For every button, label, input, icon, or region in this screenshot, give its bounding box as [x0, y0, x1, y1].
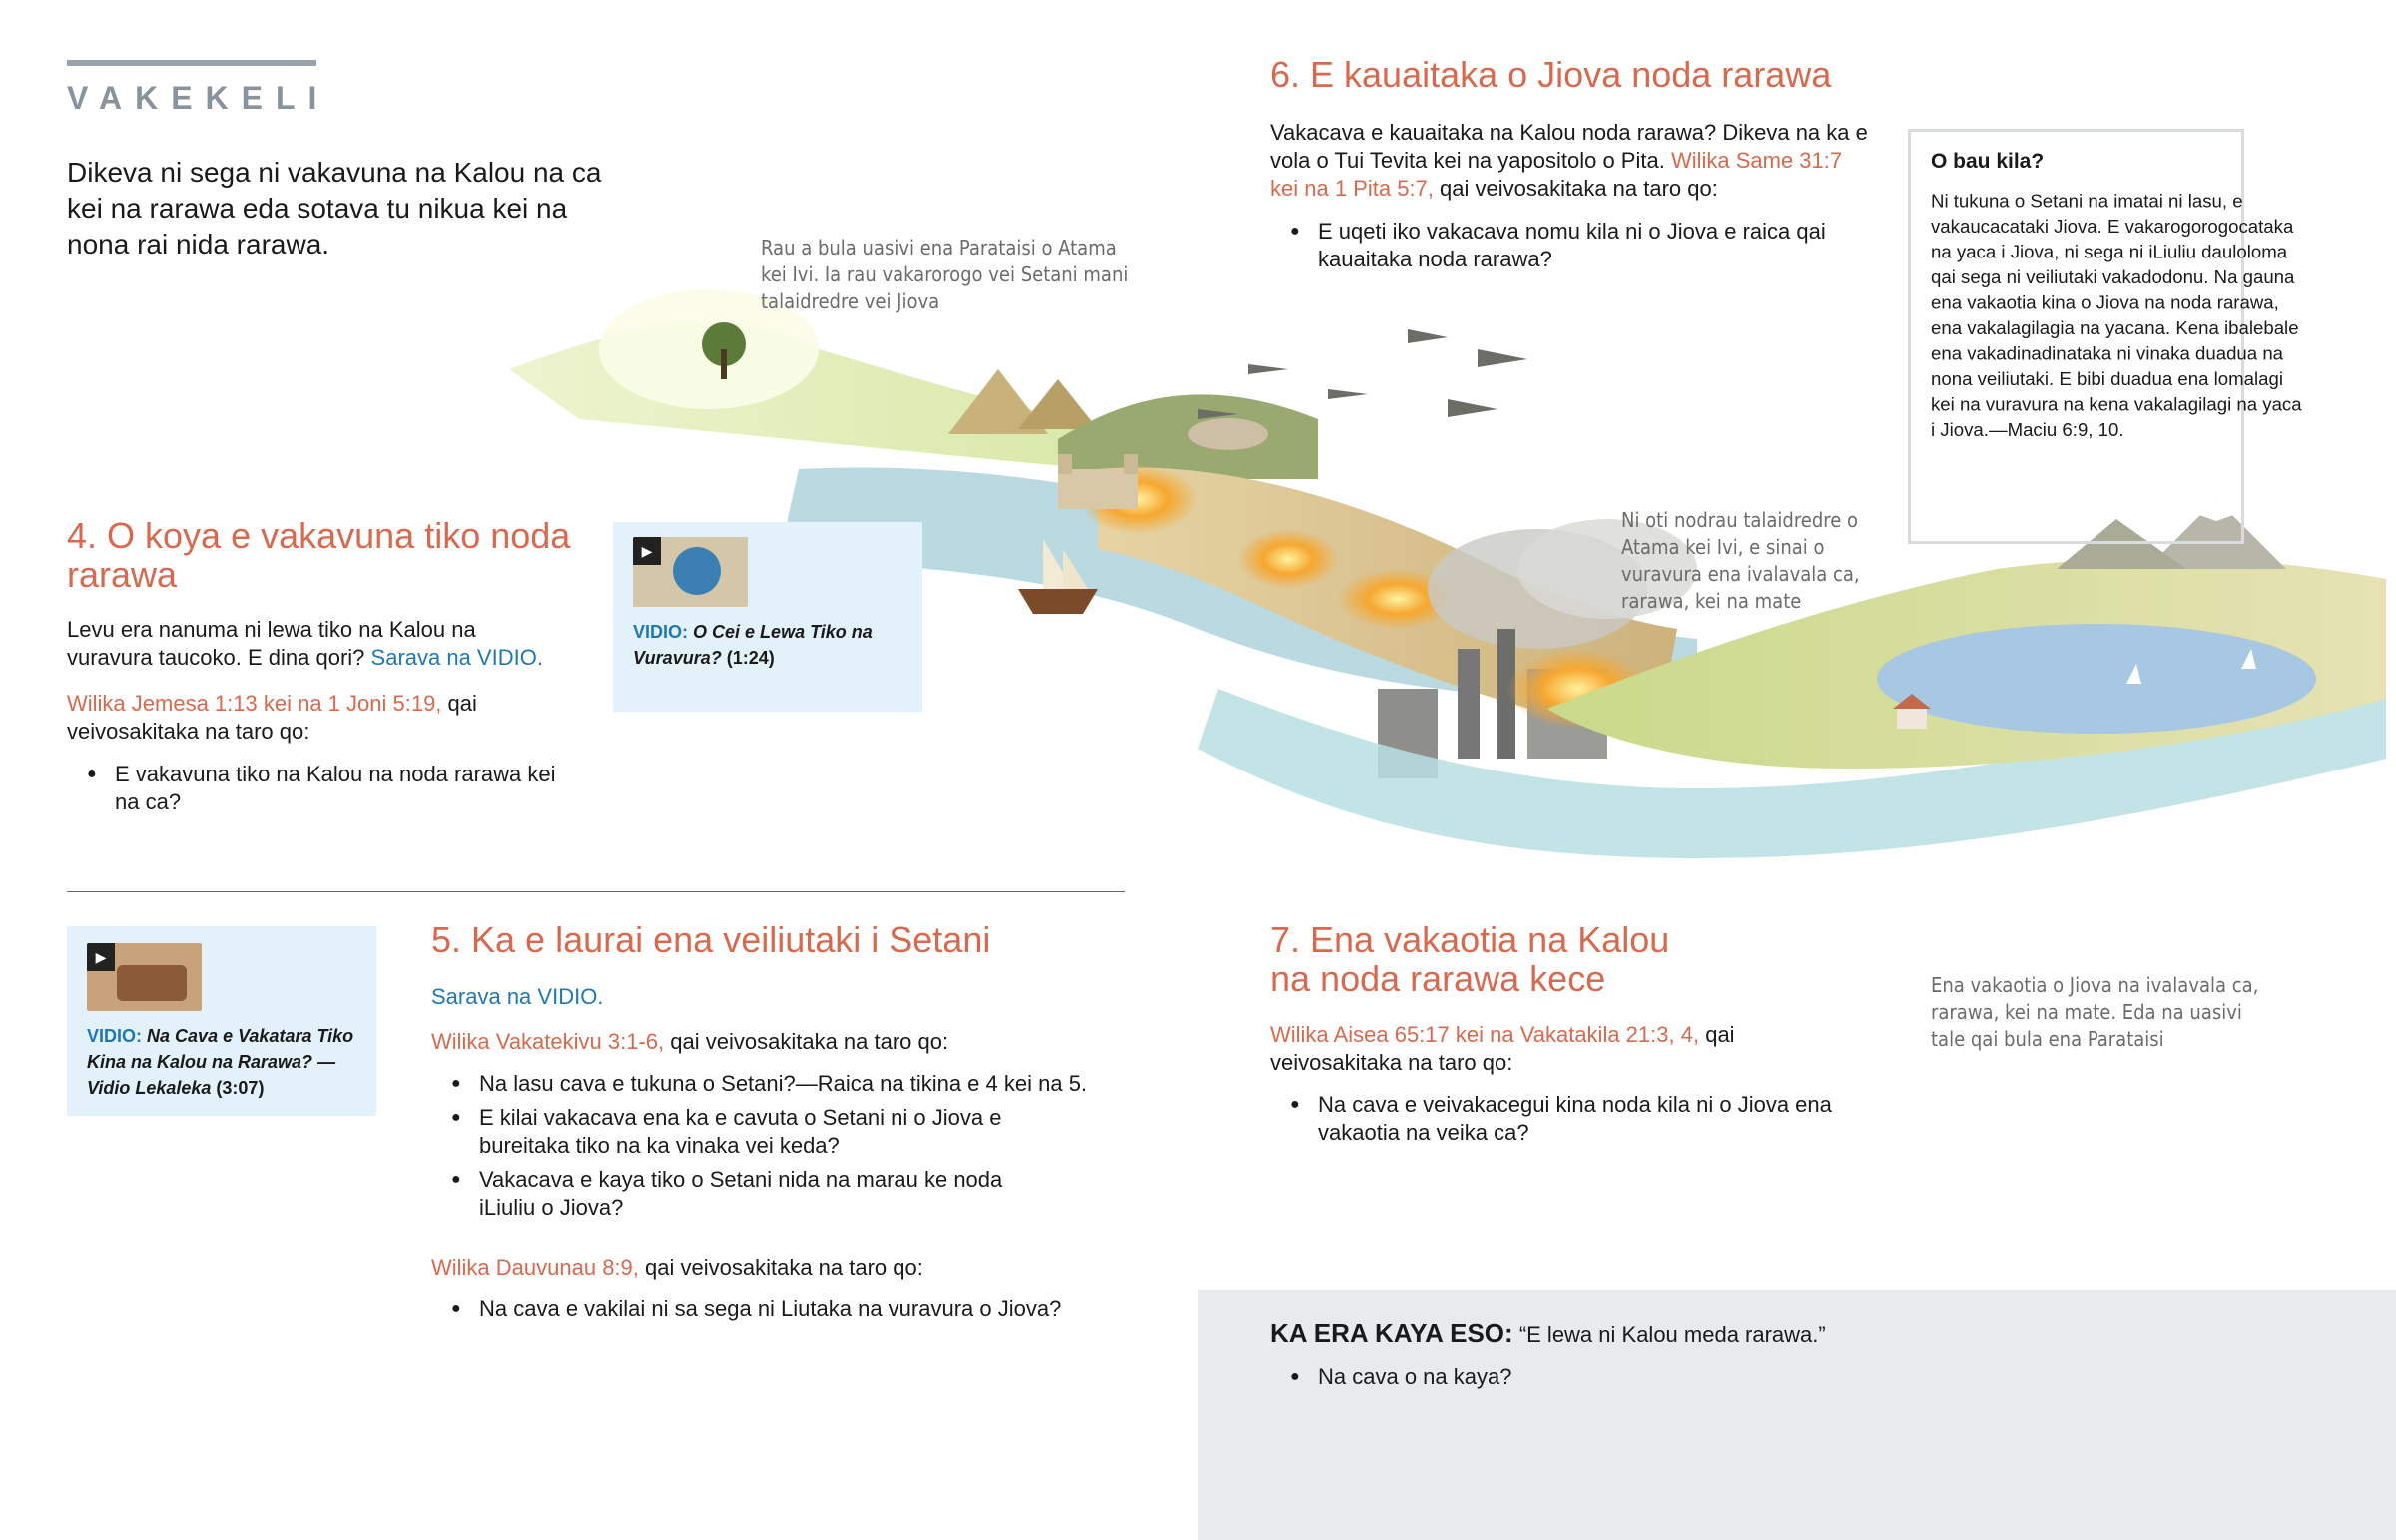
section5-scripture-link-1[interactable]: Wilika Vakatekivu 3:1-6,	[431, 1029, 665, 1054]
question-item: ● Na cava o na kaya?	[1270, 1363, 2268, 1391]
video-thumbnail[interactable]	[87, 943, 202, 1011]
video-suffix: —Vidio Lekaleka	[87, 1052, 336, 1098]
section4-video-label	[633, 619, 902, 671]
video-duration: (1:24)	[726, 648, 775, 668]
section4-video-card[interactable]	[613, 522, 922, 712]
section6-title: 6. E kauaitaka o Jiova noda rarawa	[1270, 54, 1832, 95]
question-item: ● Na cava e vakilai ni sa sega ni Liutaka na vuravura o Jiova?	[431, 1295, 1120, 1323]
caption-restored: Ena vakaotia o Jiova na ivalavala ca, rarawa, kei na mate. Eda na uasivi tale qai bula ena Parataisi	[1931, 973, 2259, 1051]
section6-body-text: Vakacava e kauaitaka na Kalou noda rarawa? Dikeva na ka e vola o Tui Tevita kei na yapositolo o Pita.	[1270, 120, 1868, 173]
header-rule	[67, 60, 316, 66]
section5-scripture-link-2[interactable]: Wilika Dauvunau 8:9,	[431, 1255, 639, 1280]
section5-read2-rest: qai veivosakitaka na taro qo:	[645, 1255, 923, 1280]
section7-questions	[1270, 1091, 1869, 1147]
section7-scripture-link[interactable]: Wilika Aisea 65:17 kei na Vakatakila 21:3, 4,	[1270, 1022, 1700, 1047]
section7-title-line2: na noda rarawa kece	[1270, 958, 1606, 999]
summary-panel	[1198, 1290, 2396, 1540]
video-prefix: VIDIO:	[87, 1026, 143, 1046]
section5-questions-2	[431, 1295, 1120, 1323]
section6-questions	[1270, 218, 1869, 273]
video-thumbnail[interactable]	[633, 537, 748, 607]
section6-scripture-link[interactable]: Wilika Same 31:7 kei na 1 Pita 5:7,	[1270, 148, 1843, 201]
section4-title: 4. O koya e vakavuna tiko noda rarawa	[67, 515, 571, 595]
section5-read2	[431, 1254, 1130, 1282]
summary-questions	[1270, 1363, 2268, 1391]
section7-read-rest: qai veivosakitaka na taro qo:	[1270, 1022, 1735, 1075]
play-icon[interactable]: ▶	[87, 943, 115, 971]
did-you-know-title: O bau kila?	[1931, 150, 2045, 173]
section4-questions	[67, 761, 566, 816]
caption-paradise: Rau a bula uasivi ena Parataisi o Atama kei Ivi. Ia rau vakarorogo vei Setani mani talaidredre vei Jiova	[761, 236, 1129, 313]
summary-line	[1270, 1319, 2368, 1349]
section-divider	[67, 891, 1125, 892]
section7-title-line1: 7. Ena vakaotia na Kalou	[1270, 919, 1670, 960]
section5-questions-1	[431, 1070, 1120, 1222]
section5-read1-rest: qai veivosakitaka na taro qo:	[670, 1029, 949, 1054]
question-item: ● Na lasu cava e tukuna o Setani?—Raica na tikina e 4 kei na 5.	[431, 1070, 1120, 1098]
video-title: O Cei e Lewa Tiko na Vuravura?	[633, 622, 873, 668]
video-prefix: VIDIO:	[633, 622, 689, 642]
section6-read-rest: qai veivosakitaka na taro qo:	[1440, 176, 1718, 201]
caption-suffering: Ni oti nodrau talaidredre o Atama kei Ivi, e sinai o vuravura ena ivalavala ca, rarawa, kei na mate	[1621, 508, 1860, 613]
section4-read	[67, 690, 556, 746]
question-item: ● Vakacava e kaya tiko o Setani nida na marau ke noda iLiuliu o Jiova?	[431, 1166, 1038, 1222]
section4-video-link[interactable]: Sarava na VIDIO.	[370, 645, 543, 670]
video-title: Na Cava e Vakatara Tiko Kina na Kalou na Rarawa?	[87, 1026, 354, 1072]
section4-body-text: Levu era nanuma ni lewa tiko na Kalou na vuravura taucoko. E dina qori?	[67, 617, 476, 670]
section5-read1	[431, 1028, 1130, 1056]
section7-title	[1270, 920, 1869, 998]
section6-body	[1270, 119, 1869, 203]
video-duration: (3:07)	[216, 1078, 265, 1098]
question-item: ● E vakavuna tiko na Kalou na noda rarawa kei na ca?	[67, 761, 566, 816]
did-you-know-box	[1908, 129, 2302, 544]
section4-body	[67, 616, 556, 672]
question-item: ● E uqeti iko vakacava nomu kila ni o Jiova e raica qai kauaitaka noda rarawa?	[1270, 218, 1869, 273]
summary-heading: KA ERA KAYA ESO:	[1270, 1318, 1513, 1348]
section4-scripture-link[interactable]: Wilika Jemesa 1:13 kei na 1 Joni 5:19,	[67, 691, 442, 716]
section-label: VAKEKELI	[67, 80, 330, 116]
section4-read-rest: qai veivosakitaka na taro qo:	[67, 691, 477, 744]
section5-video-label	[87, 1023, 371, 1101]
question-item: ● E kilai vakacava ena ka e cavuta o Setani ni o Jiova e bureitaka tiko na ka vinaka vei keda?	[431, 1104, 1038, 1160]
section5-title: 5. Ka e laurai ena veiliutaki i Setani	[431, 919, 991, 960]
play-icon[interactable]: ▶	[633, 537, 661, 565]
did-you-know-text: Ni tukuna o Setani na imatai ni lasu, e vakaucacataki Jiova. E vakarogorogocataka na yaca i Jiova, ni sega ni iLiuliu dauloloma qai sega ni veiliutaki vakadodonu. Na gauna ena vakaotia kina o Jiova na noda rarawa, ena vakalagilagia na yacana. Kena ibalebale ena vakadinadinataka ni vinaka duadua na nona veiliutaki. E bibi duadua ena lomalagi kei na vuravura na kena vakalagilagi na yaca i Jiova.—Maciu 6:9, 10.	[1931, 191, 2302, 441]
intro-text: Dikeva ni sega ni vakavuna na Kalou na ca kei na rarawa eda sotava tu nikua kei na nona rai nida rarawa.	[67, 157, 602, 259]
question-item: ● Na cava e veivakacegui kina noda kila ni o Jiova ena vakaotia na veika ca?	[1270, 1091, 1869, 1147]
section5-video-card[interactable]	[67, 926, 376, 1116]
section5-video-link[interactable]: Sarava na VIDIO.	[431, 984, 604, 1009]
summary-quote: “E lewa ni Kalou meda rarawa.”	[1518, 1322, 1826, 1347]
section7-read	[1270, 1021, 1869, 1077]
